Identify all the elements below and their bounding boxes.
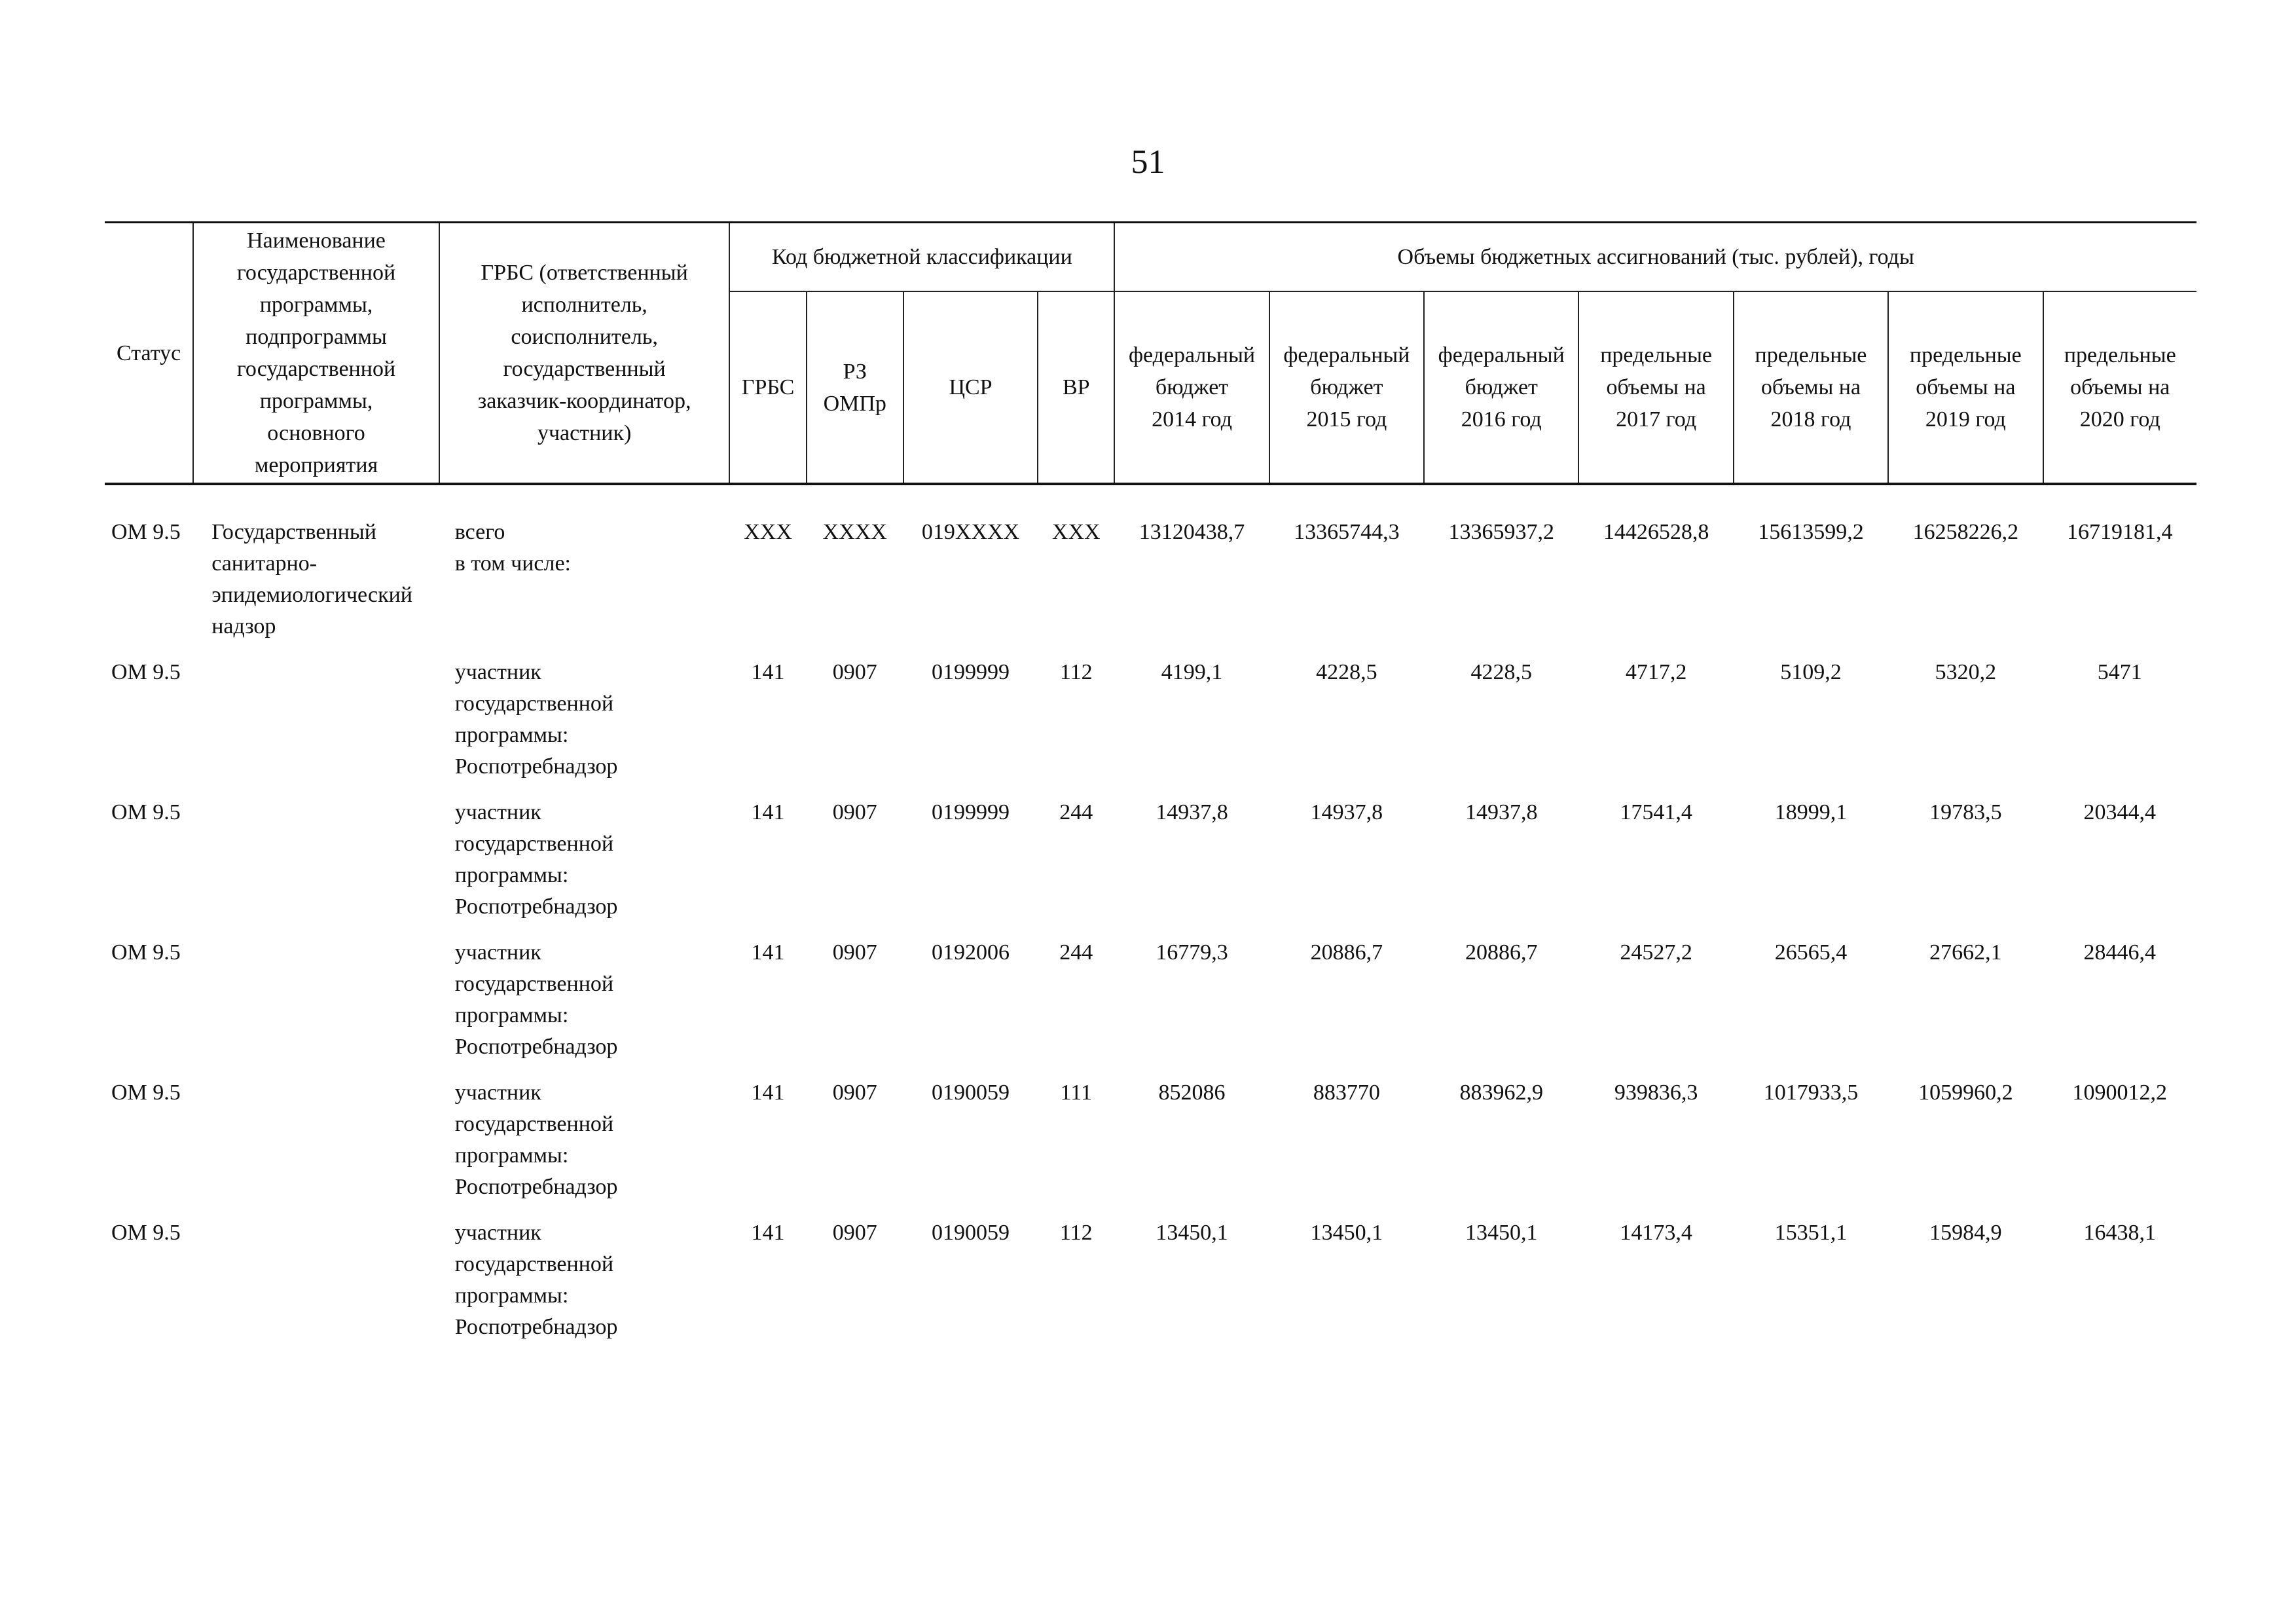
row-status: ОМ 9.5 <box>111 520 181 544</box>
row-grbs-responsible: участник государственной программы: Роспотребнадзор <box>454 800 618 919</box>
row-vr: 244 <box>1059 940 1093 965</box>
row-status: ОМ 9.5 <box>111 940 181 965</box>
header-year-2014: федеральный бюджет 2014 год <box>1114 291 1269 484</box>
row-value-2018: 18999,1 <box>1774 800 1848 824</box>
budget-allocation-table <box>105 221 2196 1357</box>
row-value-2015: 4228,5 <box>1316 660 1377 684</box>
row-value-2020: 1090012,2 <box>2072 1080 2167 1105</box>
table-row <box>105 657 2196 797</box>
row-value-2018: 26565,4 <box>1774 940 1848 965</box>
row-value-2017: 4717,2 <box>1625 660 1687 684</box>
row-grbs-responsible: всего в том числе: <box>454 520 572 576</box>
row-value-2019: 27662,1 <box>1929 940 2002 965</box>
page-number: 51 <box>1131 143 1165 181</box>
row-value-2016: 14937,8 <box>1465 800 1538 824</box>
row-value-2015: 14937,8 <box>1310 800 1383 824</box>
row-rz-ompr: 0907 <box>832 1221 877 1245</box>
row-program-name <box>193 797 439 937</box>
row-vr: ХХХ <box>1051 520 1101 544</box>
row-vr: 112 <box>1059 660 1093 684</box>
table-row <box>105 1217 2196 1357</box>
row-value-2015: 13450,1 <box>1310 1221 1383 1245</box>
row-value-2015: 20886,7 <box>1310 940 1383 965</box>
header-year-2020: предельные объемы на 2020 год <box>2043 291 2196 484</box>
header-year-2018: предельные объемы на 2018 год <box>1734 291 1888 484</box>
row-grbs: 141 <box>751 940 785 965</box>
row-program-name <box>193 1077 439 1217</box>
row-value-2020: 5471 <box>2097 660 2142 684</box>
row-csr: 0190059 <box>932 1080 1010 1105</box>
row-value-2014: 16779,3 <box>1156 940 1228 965</box>
row-value-2019: 1059960,2 <box>1918 1080 2013 1105</box>
table-row <box>105 1077 2196 1217</box>
header-year-2019: предельные объемы на 2019 год <box>1888 291 2043 484</box>
row-value-2020: 16719181,4 <box>2067 520 2173 544</box>
row-vr: 111 <box>1060 1080 1092 1105</box>
row-value-2019: 19783,5 <box>1929 800 2002 824</box>
row-value-2020: 20344,4 <box>2083 800 2156 824</box>
row-status: ОМ 9.5 <box>111 800 181 824</box>
row-value-2017: 939836,3 <box>1614 1080 1698 1105</box>
table-row <box>105 937 2196 1077</box>
row-value-2014: 13120438,7 <box>1139 520 1245 544</box>
header-rz-ompr: РЗ ОМПр <box>807 291 903 484</box>
row-csr: 0199999 <box>932 660 1010 684</box>
row-value-2019: 16258226,2 <box>1912 520 2019 544</box>
row-vr: 244 <box>1059 800 1093 824</box>
row-grbs-responsible: участник государственной программы: Роспотребнадзор <box>454 1080 618 1199</box>
row-rz-ompr: 0907 <box>832 800 877 824</box>
row-csr: 019ХХХХ <box>921 520 1020 544</box>
row-program-name <box>193 657 439 797</box>
row-value-2019: 5320,2 <box>1935 660 1997 684</box>
row-value-2019: 15984,9 <box>1929 1221 2002 1245</box>
row-value-2018: 1017933,5 <box>1763 1080 1859 1105</box>
row-value-2014: 852086 <box>1158 1080 1226 1105</box>
row-value-2014: 14937,8 <box>1156 800 1228 824</box>
header-grbs: ГРБС <box>729 291 806 484</box>
row-value-2020: 28446,4 <box>2083 940 2156 965</box>
row-status: ОМ 9.5 <box>111 1221 181 1245</box>
header-budget-code-group: Код бюджетной классификации <box>729 223 1114 292</box>
row-grbs: 141 <box>751 660 785 684</box>
header-year-2017: предельные объемы на 2017 год <box>1578 291 1733 484</box>
row-value-2016: 883962,9 <box>1459 1080 1543 1105</box>
header-grbs-responsible: ГРБС (ответственный исполнитель, соисполнитель, государственный заказчик-координатор, участник) <box>439 223 730 485</box>
row-program-name: Государственный санитарно- эпидемиологический надзор <box>211 520 412 638</box>
row-program-name <box>193 937 439 1077</box>
row-csr: 0199999 <box>932 800 1010 824</box>
row-program-name <box>193 1217 439 1357</box>
row-value-2016: 13450,1 <box>1465 1221 1538 1245</box>
table-row <box>105 484 2196 657</box>
table-row <box>105 797 2196 937</box>
header-volumes-group: Объемы бюджетных ассигнований (тыс. рублей), годы <box>1114 223 2196 292</box>
row-csr: 0190059 <box>932 1221 1010 1245</box>
row-value-2015: 13365744,3 <box>1294 520 1400 544</box>
row-value-2017: 24527,2 <box>1620 940 1692 965</box>
row-grbs: 141 <box>751 1221 785 1245</box>
table-body <box>105 484 2196 1357</box>
header-year-2016: федеральный бюджет 2016 год <box>1424 291 1578 484</box>
row-rz-ompr: 0907 <box>832 1080 877 1105</box>
row-value-2015: 883770 <box>1313 1080 1380 1105</box>
row-vr: 112 <box>1059 1221 1093 1245</box>
row-value-2017: 17541,4 <box>1620 800 1692 824</box>
row-value-2014: 13450,1 <box>1156 1221 1228 1245</box>
row-grbs-responsible: участник государственной программы: Роспотребнадзор <box>454 660 618 779</box>
row-grbs: 141 <box>751 800 785 824</box>
row-value-2018: 5109,2 <box>1780 660 1842 684</box>
header-status: Статус <box>105 223 193 485</box>
row-value-2014: 4199,1 <box>1161 660 1223 684</box>
row-grbs: ХХХ <box>744 520 792 544</box>
row-value-2020: 16438,1 <box>2083 1221 2156 1245</box>
row-grbs-responsible: участник государственной программы: Роспотребнадзор <box>454 1221 618 1339</box>
row-csr: 0192006 <box>932 940 1010 965</box>
row-rz-ompr: 0907 <box>832 660 877 684</box>
row-value-2018: 15613599,2 <box>1758 520 1864 544</box>
header-program-name: Наименование государственной программы, подпрограммы государственной программы, основного мероприятия <box>193 223 439 485</box>
table-header <box>105 223 2196 485</box>
row-grbs: 141 <box>751 1080 785 1105</box>
row-rz-ompr: 0907 <box>832 940 877 965</box>
row-value-2016: 20886,7 <box>1465 940 1538 965</box>
row-value-2016: 4228,5 <box>1470 660 1532 684</box>
row-value-2018: 15351,1 <box>1774 1221 1848 1245</box>
row-value-2016: 13365937,2 <box>1448 520 1554 544</box>
header-vr: ВР <box>1038 291 1114 484</box>
row-value-2017: 14426528,8 <box>1603 520 1709 544</box>
header-csr: ЦСР <box>903 291 1038 484</box>
row-status: ОМ 9.5 <box>111 1080 181 1105</box>
header-year-2015: федеральный бюджет 2015 год <box>1269 291 1424 484</box>
row-rz-ompr: ХХХХ <box>822 520 887 544</box>
row-value-2017: 14173,4 <box>1620 1221 1692 1245</box>
row-grbs-responsible: участник государственной программы: Роспотребнадзор <box>454 940 618 1059</box>
row-status: ОМ 9.5 <box>111 660 181 684</box>
